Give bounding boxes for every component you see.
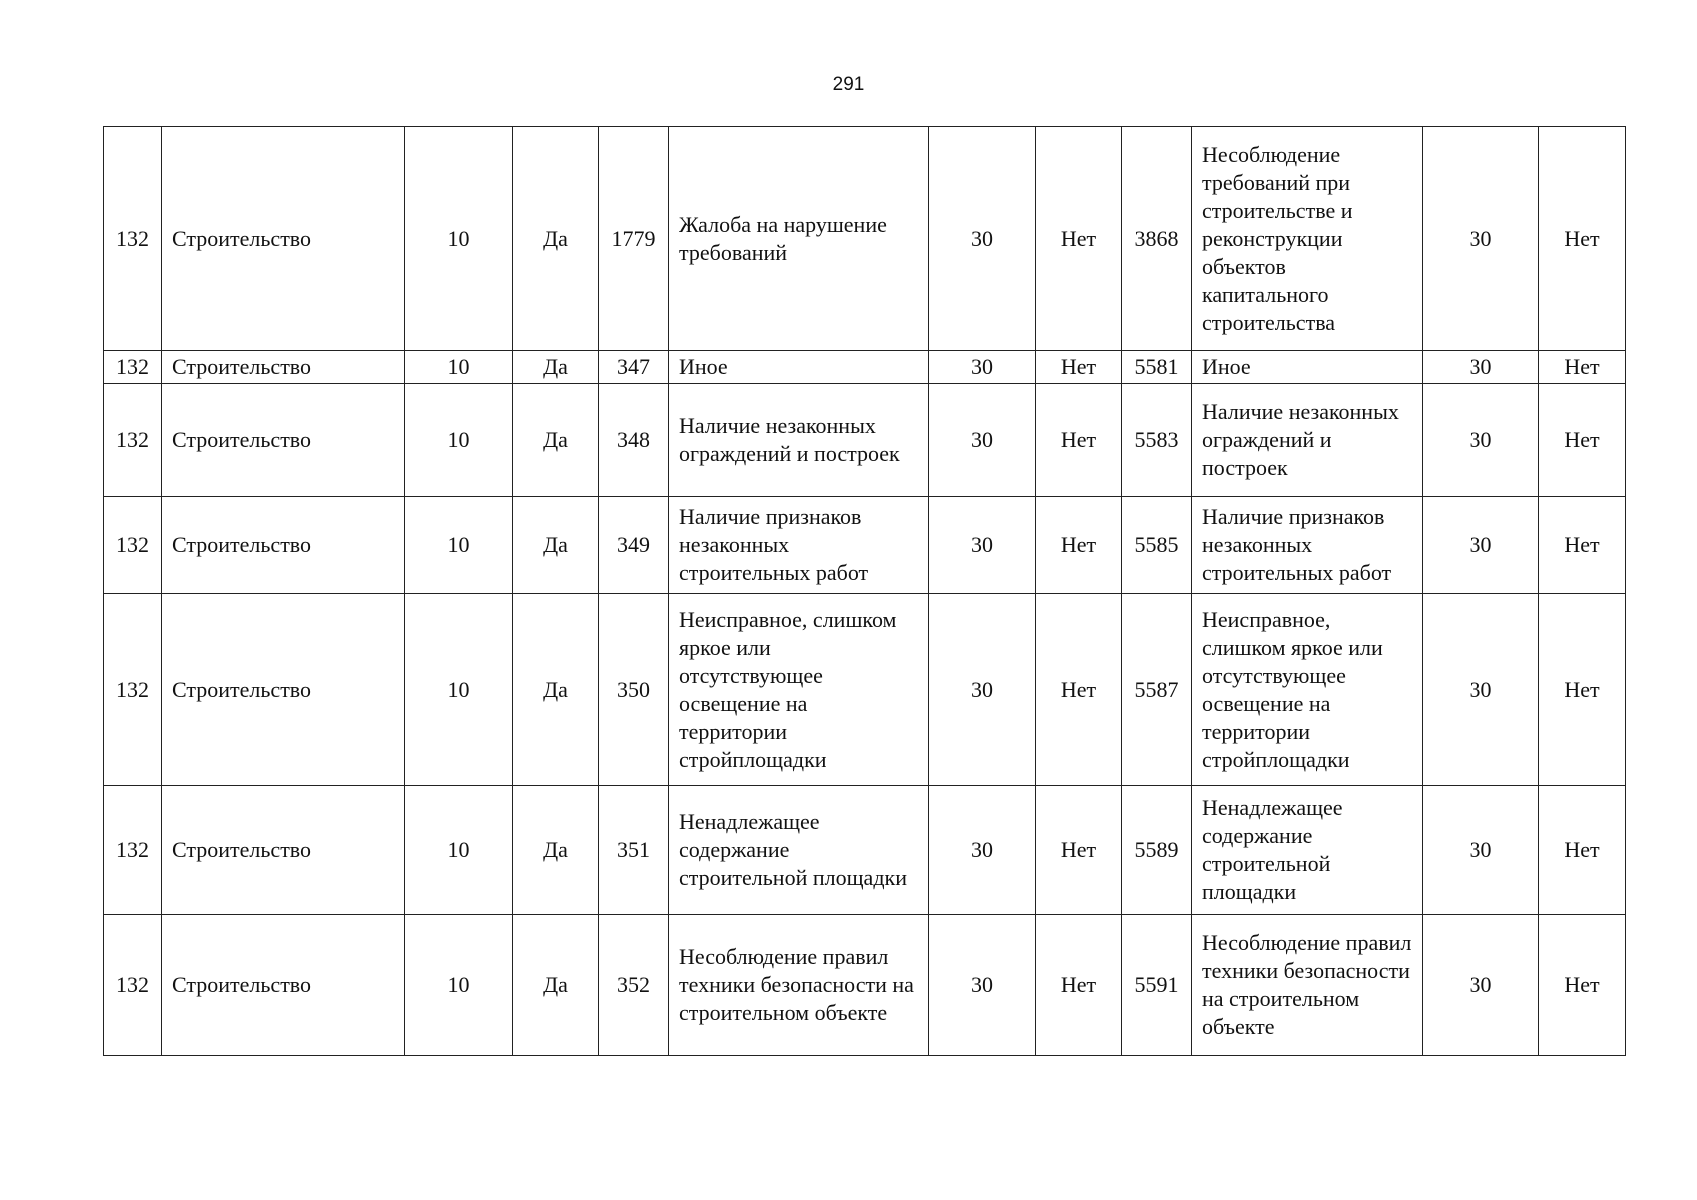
days-cell: 10 bbox=[405, 786, 513, 915]
code-cell: 5587 bbox=[1122, 594, 1192, 786]
description-cell: Несоблюдение правил техники безопасности на строительном объекте bbox=[669, 915, 929, 1056]
flag-cell: Нет bbox=[1539, 497, 1626, 594]
code-cell: 350 bbox=[599, 594, 669, 786]
flag-cell: Нет bbox=[1539, 351, 1626, 384]
description-cell: Несоблюдение правил техники безопасности на строительном объекте bbox=[1192, 915, 1423, 1056]
code-cell: 1779 bbox=[599, 127, 669, 351]
days-cell: 30 bbox=[929, 786, 1036, 915]
description-cell: Наличие незаконных ограждений и построек bbox=[1192, 384, 1423, 497]
flag-cell: Нет bbox=[1539, 786, 1626, 915]
flag-cell: Нет bbox=[1036, 594, 1122, 786]
days-cell: 30 bbox=[1423, 351, 1539, 384]
days-cell: 10 bbox=[405, 351, 513, 384]
description-cell: Неисправное, слишком яркое или отсутствующее освещение на территории стройплощадки bbox=[1192, 594, 1423, 786]
flag-cell: Да bbox=[513, 497, 599, 594]
flag-cell: Нет bbox=[1539, 127, 1626, 351]
flag-cell: Нет bbox=[1036, 384, 1122, 497]
flag-cell: Нет bbox=[1036, 786, 1122, 915]
row-number-cell: 132 bbox=[104, 786, 162, 915]
data-table bbox=[103, 126, 1626, 1056]
code-cell: 5583 bbox=[1122, 384, 1192, 497]
description-cell: Ненадлежащее содержание строительной площадки bbox=[1192, 786, 1423, 915]
days-cell: 30 bbox=[1423, 786, 1539, 915]
days-cell: 30 bbox=[929, 351, 1036, 384]
row-number-cell: 132 bbox=[104, 594, 162, 786]
days-cell: 30 bbox=[929, 915, 1036, 1056]
description-cell: Неисправное, слишком яркое или отсутствующее освещение на территории стройплощадки bbox=[669, 594, 929, 786]
description-cell: Жалоба на нарушение требований bbox=[669, 127, 929, 351]
category-cell: Строительство bbox=[162, 351, 405, 384]
row-number-cell: 132 bbox=[104, 915, 162, 1056]
code-cell: 3868 bbox=[1122, 127, 1192, 351]
days-cell: 30 bbox=[929, 594, 1036, 786]
category-cell: Строительство bbox=[162, 497, 405, 594]
flag-cell: Нет bbox=[1036, 351, 1122, 384]
table-row bbox=[104, 384, 1626, 497]
code-cell: 352 bbox=[599, 915, 669, 1056]
days-cell: 30 bbox=[1423, 384, 1539, 497]
row-number-cell: 132 bbox=[104, 127, 162, 351]
days-cell: 10 bbox=[405, 594, 513, 786]
row-number-cell: 132 bbox=[104, 351, 162, 384]
table-row bbox=[104, 351, 1626, 384]
flag-cell: Нет bbox=[1539, 915, 1626, 1056]
code-cell: 5581 bbox=[1122, 351, 1192, 384]
days-cell: 30 bbox=[929, 384, 1036, 497]
flag-cell: Да bbox=[513, 351, 599, 384]
flag-cell: Нет bbox=[1036, 915, 1122, 1056]
flag-cell: Да bbox=[513, 127, 599, 351]
category-cell: Строительство bbox=[162, 384, 405, 497]
flag-cell: Да bbox=[513, 786, 599, 915]
days-cell: 30 bbox=[1423, 594, 1539, 786]
table-row bbox=[104, 786, 1626, 915]
code-cell: 5591 bbox=[1122, 915, 1192, 1056]
code-cell: 348 bbox=[599, 384, 669, 497]
days-cell: 30 bbox=[1423, 915, 1539, 1056]
flag-cell: Да bbox=[513, 384, 599, 497]
code-cell: 347 bbox=[599, 351, 669, 384]
days-cell: 30 bbox=[1423, 127, 1539, 351]
days-cell: 10 bbox=[405, 384, 513, 497]
description-cell: Наличие признаков незаконных строительных работ bbox=[669, 497, 929, 594]
description-cell: Иное bbox=[1192, 351, 1423, 384]
table-row bbox=[104, 127, 1626, 351]
flag-cell: Да bbox=[513, 915, 599, 1056]
flag-cell: Нет bbox=[1539, 384, 1626, 497]
description-cell: Наличие признаков незаконных строительных работ bbox=[1192, 497, 1423, 594]
days-cell: 10 bbox=[405, 915, 513, 1056]
row-number-cell: 132 bbox=[104, 384, 162, 497]
page-number: 291 bbox=[832, 74, 865, 95]
code-cell: 351 bbox=[599, 786, 669, 915]
category-cell: Строительство bbox=[162, 127, 405, 351]
category-cell: Строительство bbox=[162, 594, 405, 786]
code-cell: 5589 bbox=[1122, 786, 1192, 915]
days-cell: 30 bbox=[929, 127, 1036, 351]
description-cell: Ненадлежащее содержание строительной площадки bbox=[669, 786, 929, 915]
days-cell: 10 bbox=[405, 497, 513, 594]
description-cell: Иное bbox=[669, 351, 929, 384]
table-row bbox=[104, 915, 1626, 1056]
code-cell: 5585 bbox=[1122, 497, 1192, 594]
table-row bbox=[104, 594, 1626, 786]
description-cell: Несоблюдение требований при строительстве и реконструкции объектов капитального строительства bbox=[1192, 127, 1423, 351]
category-cell: Строительство bbox=[162, 915, 405, 1056]
days-cell: 30 bbox=[929, 497, 1036, 594]
flag-cell: Нет bbox=[1036, 127, 1122, 351]
flag-cell: Нет bbox=[1036, 497, 1122, 594]
days-cell: 10 bbox=[405, 127, 513, 351]
category-cell: Строительство bbox=[162, 786, 405, 915]
flag-cell: Да bbox=[513, 594, 599, 786]
table-row bbox=[104, 497, 1626, 594]
flag-cell: Нет bbox=[1539, 594, 1626, 786]
row-number-cell: 132 bbox=[104, 497, 162, 594]
code-cell: 349 bbox=[599, 497, 669, 594]
description-cell: Наличие незаконных ограждений и построек bbox=[669, 384, 929, 497]
days-cell: 30 bbox=[1423, 497, 1539, 594]
